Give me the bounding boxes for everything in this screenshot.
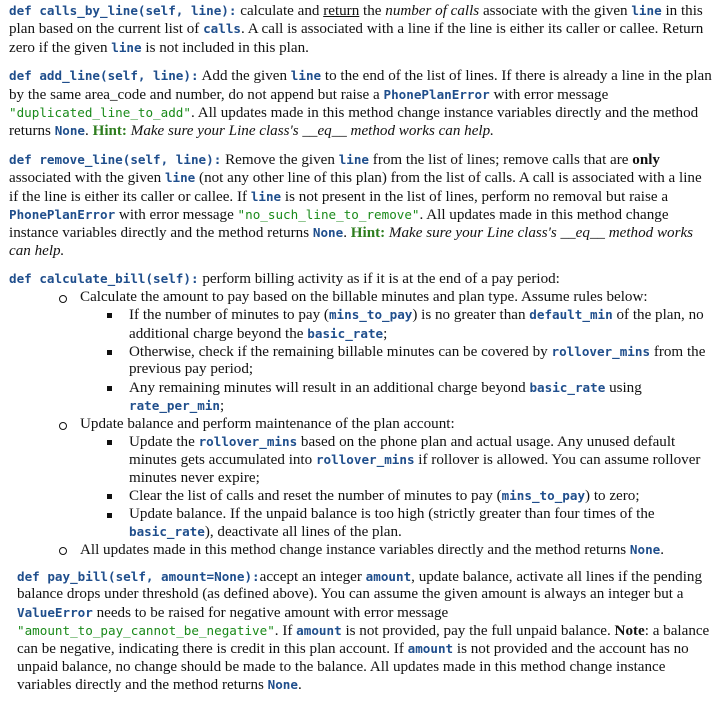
method-signature: def calculate_bill(self): [9, 271, 199, 287]
bullet-list [9, 289, 712, 560]
method-add-line: def add_line(self, line): Add the given line to the end of the list of lines. If there is already a line in the plan by the same area_code and number, do not append but raise a PhonePlanError with error message "duplicated_line_to_add". All updates made in this method change instance variables directly and the method returns None. Hint: Make sure your Line class's __eq__ method works can help. [9, 68, 712, 140]
method-signature: def add_line(self, line): [9, 68, 199, 84]
error-message-string: "amount_to_pay_cannot_be_negative" [17, 623, 275, 638]
list-item: Otherwise, check if the remaining billable minutes can be covered by rollover_mins from the previous pay period; [80, 343, 712, 379]
list-item: Update balance and perform maintenance of the plan account: Update the rollover_mins based on the phone plan and actual usage. Any unused default minutes gets accumulated into rollover_mins if rollover is allowed. You can assume rollover minutes never expire; Clear the list of calls and reset the number of minutes to pay (mins_to_pay) to zero; Update balance. If the unpaid balance is too high (strictly greater than four times of the basic_rate), deactivate all lines of the plan. [9, 416, 712, 542]
method-calls-by-line: def calls_by_line(self, line): calculate and return the number of calls associate with the given line in this plan based on the current list of calls. A call is associated with a line if the line is either its caller or callee. Return zero if the given line is not included in this plan. [9, 3, 704, 56]
method-calculate-bill: def calculate_bill(self): perform billing activity as if it is at the end of a pay period: Calculate the amount to pay based on the billable minutes and plan type. Assume rules below: If the number of minutes to pay (mins_to_pay) is no greater than default_min of the plan, no additional charge beyond the basic_rate; Otherwise, check if the remaining billable minutes can be covered by rollover_mins from the previous pay period; Any remaining minutes will result in an additional charge beyond basic_rate using rate_per_min; Update balance and perform maintenance of the plan account: Update the rollover_mins based on the phone plan and actual usage. Any unused default minutes gets accumulated into rollover_mins if rollover is allowed. You can assume rollover minutes never expire; Clear the list of calls and reset the number of minutes to pay (mins_to_pay) to zero; Update balance. If the unpaid balance is too high (strictly greater than four times of the basic_rate), deactivate all lines of the plan. All updates made in this method change instance variables directly and the method returns None. [9, 270, 712, 560]
method-signature: def remove_line(self, line): [9, 151, 222, 167]
sub-bullet-list [9, 433, 712, 541]
method-signature: def pay_bill(self, amount=None): [17, 568, 260, 584]
list-item: Update the rollover_mins based on the phone plan and actual usage. Any unused default minutes gets accumulated into rollover_mins if rollover is allowed. You can assume rollover minutes never expire; [80, 433, 712, 487]
list-item: All updates made in this method change instance variables directly and the method returns None. [9, 541, 712, 559]
list-item: Update balance. If the unpaid balance is too high (strictly greater than four times of the basic_rate), deactivate all lines of the plan. [80, 506, 712, 542]
sub-bullet-list [9, 306, 712, 415]
method-remove-line: def remove_line(self, line): Remove the given line from the list of lines; remove calls that are only associated with the given line (not any other line of this plan) from the list of calls. A call is associated with a line if the line is either its caller or callee. If line is not present in the list of lines, perform no removal but raise a PhonePlanError with error message "no_such_line_to_remove". All updates made in this method change instance variables directly and the method returns None. Hint: Make sure your Line class's __eq__ method works can help. [9, 151, 702, 259]
error-message-string: "no_such_line_to_remove" [237, 207, 420, 223]
list-item: Any remaining minutes will result in an additional charge beyond basic_rate using rate_per_min; [80, 379, 712, 416]
list-item: If the number of minutes to pay (mins_to_pay) is no greater than default_min of the plan, no additional charge beyond the basic_rate; [80, 306, 712, 343]
method-pay-bill: def pay_bill(self, amount=None):accept an integer amount, update balance, activate all lines if the pending balance drops under threshold (as defined above). You can assume the given amount is always an integer but a ValueError needs to be raised for negative amount with error message "amount_to_pay_cannot_be_negative". If amount is not provided, pay the full unpaid balance. Note: a balance can be negative, indicating there is credit in this plan account. If amount is not provided and the account has no unpaid balance, no change should be made to the balance. All updates made in this method change instance variables directly and the method returns None. [17, 568, 710, 694]
list-item: Clear the list of calls and reset the number of minutes to pay (mins_to_pay) to zero; [80, 487, 712, 505]
list-item: Calculate the amount to pay based on the billable minutes and plan type. Assume rules below: If the number of minutes to pay (mins_to_pay) is no greater than default_min of the plan, no additional charge beyond the basic_rate; Otherwise, check if the remaining billable minutes can be covered by rollover_mins from the previous pay period; Any remaining minutes will result in an additional charge beyond basic_rate using rate_per_min; [9, 289, 712, 416]
error-message-string: "duplicated_line_to_add" [9, 105, 191, 121]
method-signature: def calls_by_line(self, line): [9, 3, 237, 18]
hint-label: Hint: [350, 225, 386, 242]
hint-label: Hint: [92, 123, 127, 140]
